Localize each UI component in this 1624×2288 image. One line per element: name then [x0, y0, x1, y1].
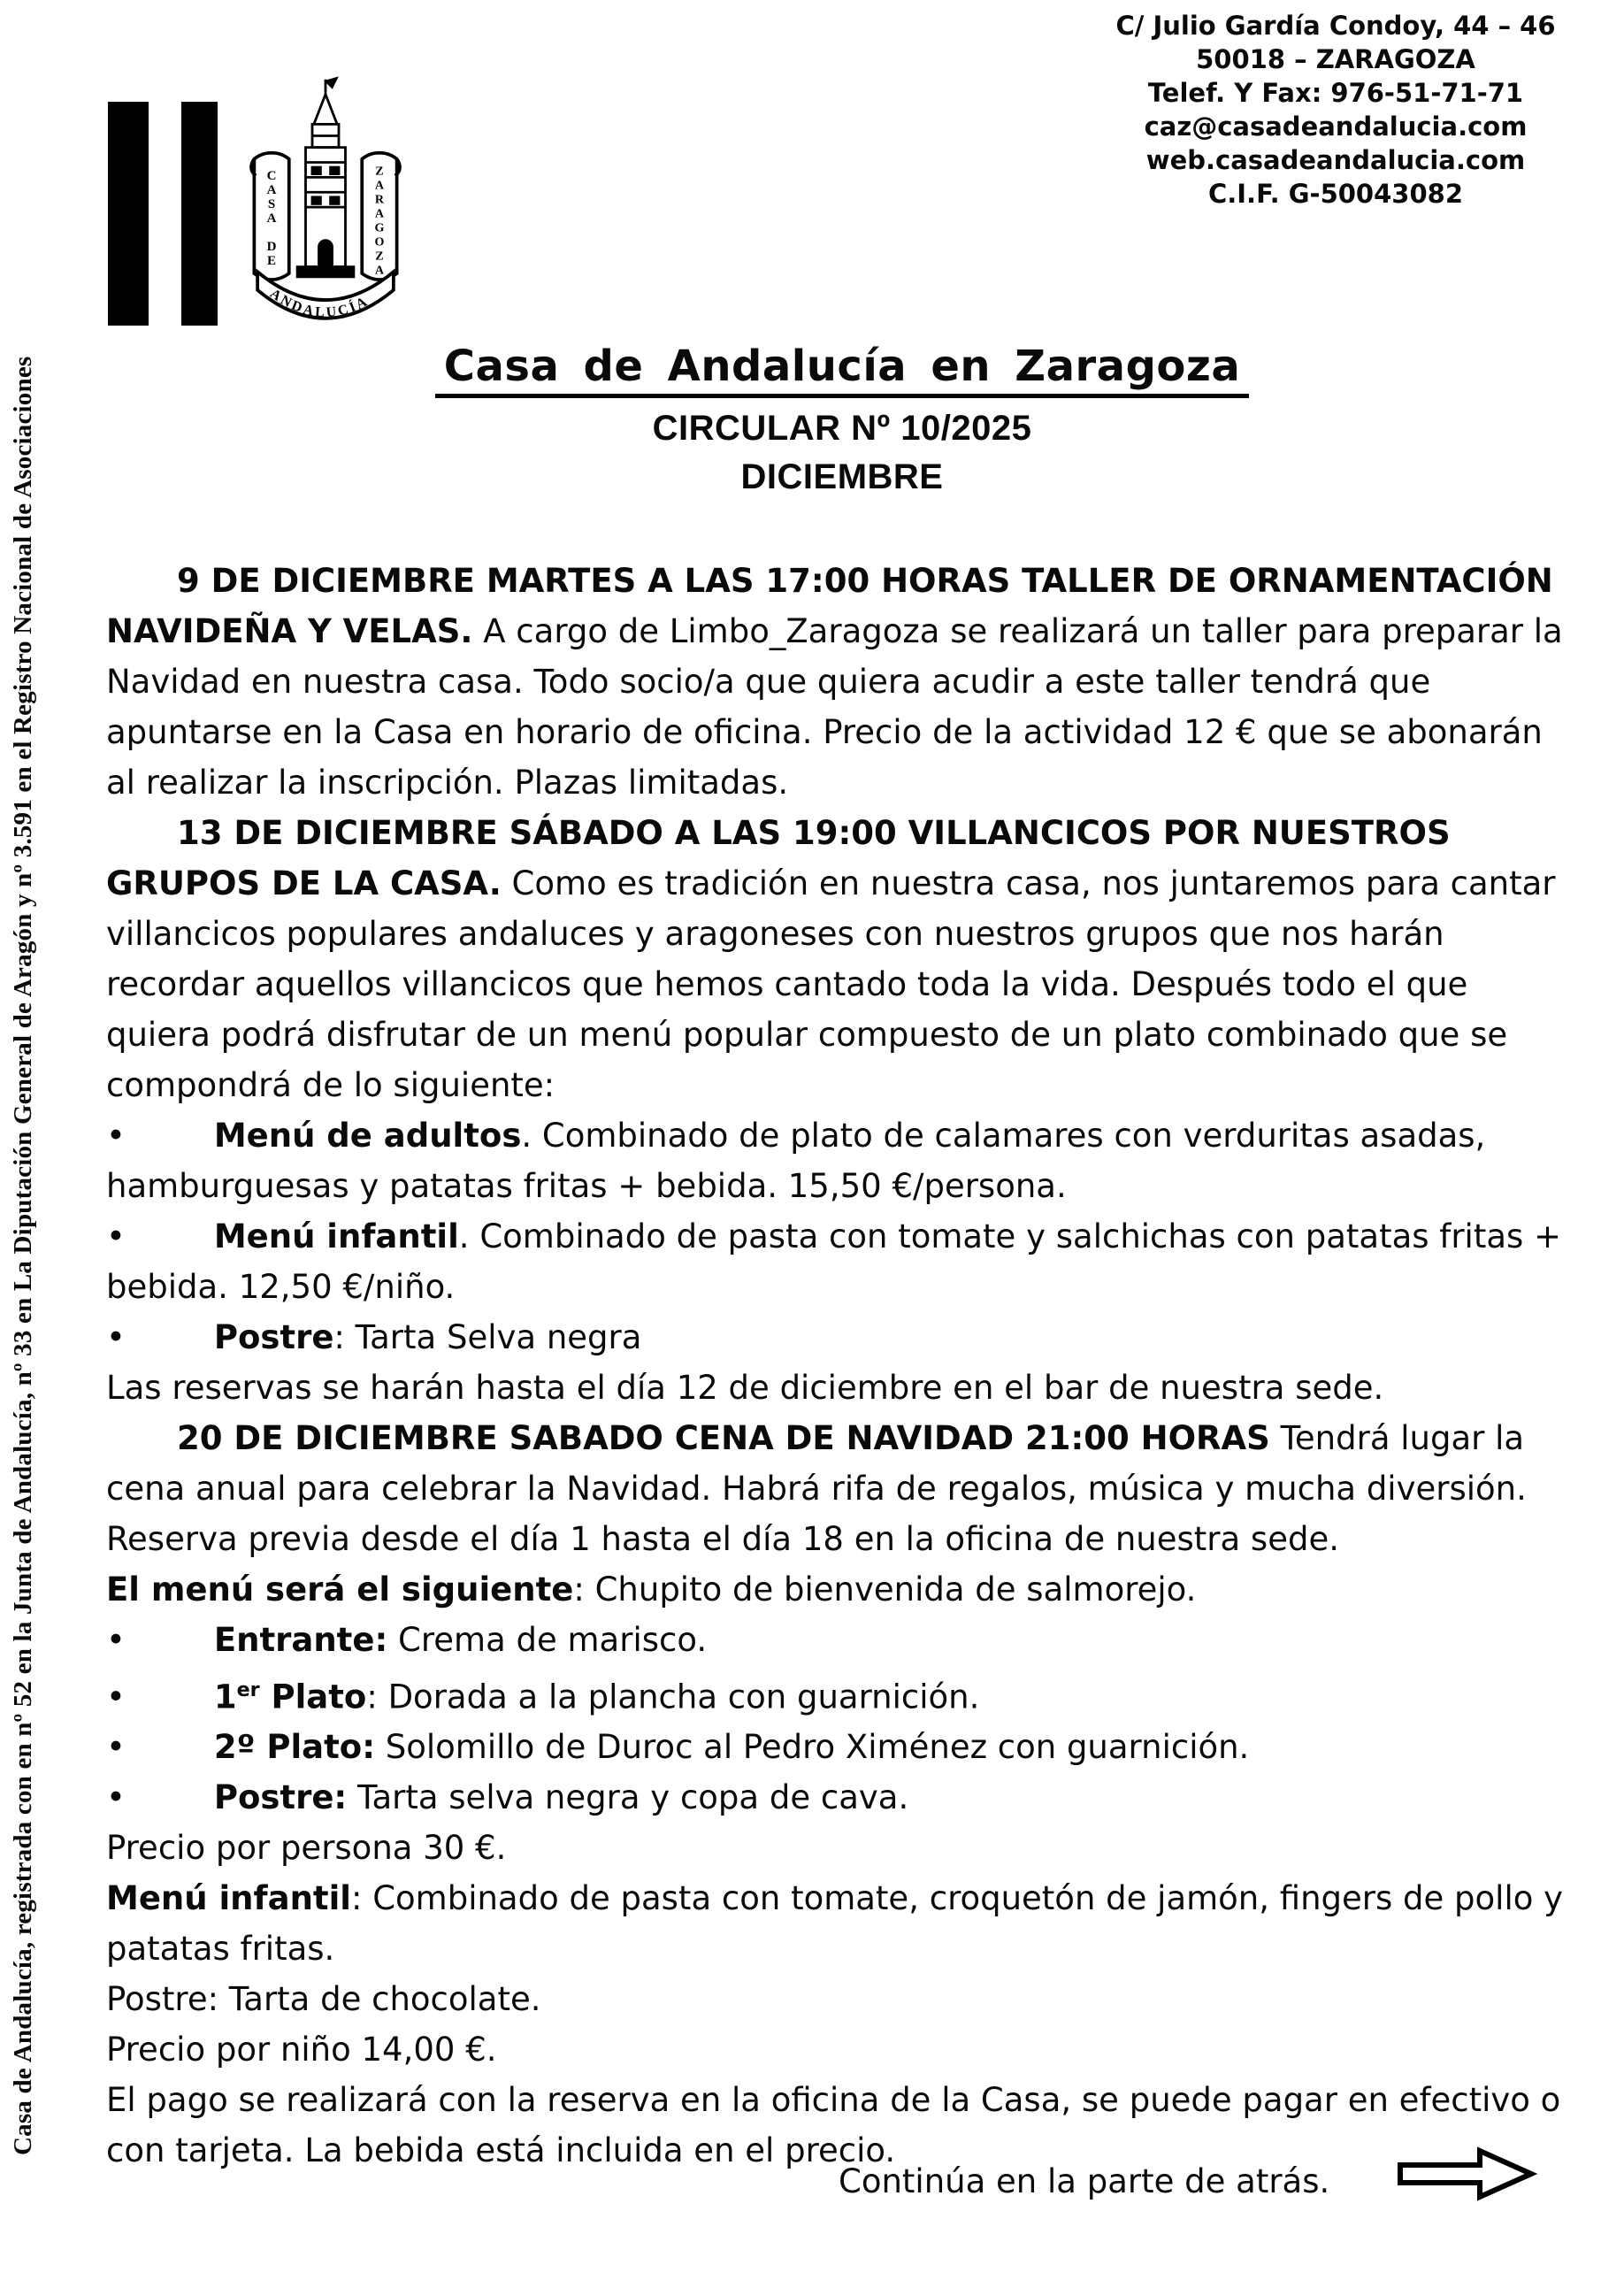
bullet-item: • Entrante: Crema de marisco. [106, 1621, 708, 1659]
phone-fax-line: Telef. Y Fax: 976-51-71-71 [1147, 78, 1524, 108]
left-banner [251, 153, 289, 280]
continuation-note: Continúa en la parte de atrás. [839, 2162, 1330, 2200]
bullet-marker: • [106, 1217, 126, 1255]
address-line: 50018 – ZARAGOZA [1196, 44, 1475, 74]
bullet-item: • 2º Plato: Solomillo de Duroc al Pedro Ximénez con guarnición. [106, 1728, 1250, 1767]
body-paragraph: Las reservas se harán hasta el día 12 de diciembre en el bar de nuestra sede. [106, 1369, 1384, 1407]
address-line: C/ Julio Gardía Condoy, 44 – 46 [1115, 11, 1556, 41]
body-paragraph: 9 DE DICIEMBRE MARTES A LAS 17:00 HORAS TALLER DE ORNAMENTACIÓN NAVIDEÑA Y VELAS. A cargo de Limbo_Zaragoza se realizará un taller para preparar la Navidad en nuestra casa. Todo socio/a que quiera acudir a este taller tendrá que apuntarse en la Casa en horario de oficina. Precio de la actividad 12 € que se abonarán al realizar la inscripción. Plazas limitadas. [106, 562, 1563, 802]
right-arrow-icon [1395, 2146, 1538, 2205]
bullet-item: • Menú de adultos. Combinado de plato de calamares con verduritas asadas, hamburguesas y patatas fritas + bebida. 15,50 €/persona. [106, 1117, 1486, 1205]
letterhead-contact-block [1101, 9, 1570, 211]
page-title: Casa de Andalucía en Zaragoza [435, 342, 1249, 398]
title-block [106, 342, 1578, 497]
cif-line: C.I.F. G-50043082 [1207, 179, 1464, 209]
bullet-marker: • [106, 1117, 126, 1155]
right-banner [362, 153, 400, 280]
registration-vertical-text: Casa de Andalucía, registrada con en nº 52 en la Junta de Andalucía, nº 33 en La Diputación General de Aragón y nº 3.591 en el Registro Nacional de Asociaciones [9, 356, 37, 2155]
body-paragraph: Precio por persona 30 €. [106, 1829, 507, 1868]
casa-de-andalucia-seal [237, 76, 414, 345]
body-paragraph: El pago se realizará con la reserva en la oficina de la Casa, se puede pagar en efectivo o con tarjeta. La bebida está incluida en el precio. [106, 2081, 1561, 2170]
giralda-tower-seal-icon [237, 76, 414, 342]
bullet-marker: • [106, 1728, 126, 1767]
body-paragraph: Postre: Tarta de chocolate. [106, 1980, 541, 2019]
bullet-marker: • [106, 1318, 126, 1356]
bullet-item: • Postre: Tarta Selva negra [106, 1318, 642, 1356]
bullet-item: • 1er Plato: Dorada a la plancha con guarnición. [106, 1678, 980, 1716]
bullet-marker: • [106, 1778, 126, 1817]
body-paragraph: Precio por niño 14,00 €. [106, 2031, 497, 2069]
right-banner-text: ZARAGOZA [372, 164, 387, 278]
circular-number: CIRCULAR Nº 10/2025 [652, 409, 1032, 448]
bullet-marker: • [106, 1678, 126, 1716]
logo-bar-left [108, 102, 149, 326]
bullet-marker: • [106, 1621, 126, 1659]
tower-icon [297, 78, 354, 277]
left-banner-text: CASA DE [264, 169, 280, 268]
body-paragraph: El menú será el siguiente: Chupito de bienvenida de salmorejo. [106, 1570, 1197, 1609]
circular-month: DICIEMBRE [740, 457, 944, 496]
website-line: web.casadeandalucia.com [1145, 145, 1526, 175]
bottom-arc-text: ANDALUCÍA [266, 286, 372, 321]
bullet-item: • Postre: Tarta selva negra y copa de cava. [106, 1778, 909, 1817]
body-paragraph: 20 DE DICIEMBRE SABADO CENA DE NAVIDAD 21:00 HORAS Tendrá lugar la cena anual para celebrar la Navidad. Habrá rifa de regalos, música y mucha diversión. Reserva previa desde el día 1 hasta el día 18 en la oficina de nuestra sede. [106, 1419, 1527, 1558]
document-body [106, 556, 1578, 2176]
logo-bar-right [181, 102, 218, 326]
body-paragraph: 13 DE DICIEMBRE SÁBADO A LAS 19:00 VILLANCICOS POR NUESTROS GRUPOS DE LA CASA. Como es tradición en nuestra casa, nos juntaremos para cantar villancicos populares andaluces y aragoneses con nuestros grupos que nos harán recordar aquellos villancicos que hemos cantado toda la vida. Después todo el que quiera podrá disfrutar de un menú popular compuesto de un plato combinado que se compondrá de lo siguiente: [106, 814, 1556, 1104]
email-line: caz@casadeandalucia.com [1144, 111, 1528, 142]
body-paragraph: Menú infantil: Combinado de pasta con tomate, croquetón de jamón, fingers de pollo y patatas fritas. [106, 1879, 1564, 1969]
bullet-item: • Menú infantil. Combinado de pasta con tomate y salchichas con patatas fritas + bebida. 12,50 €/niño. [106, 1217, 1562, 1306]
